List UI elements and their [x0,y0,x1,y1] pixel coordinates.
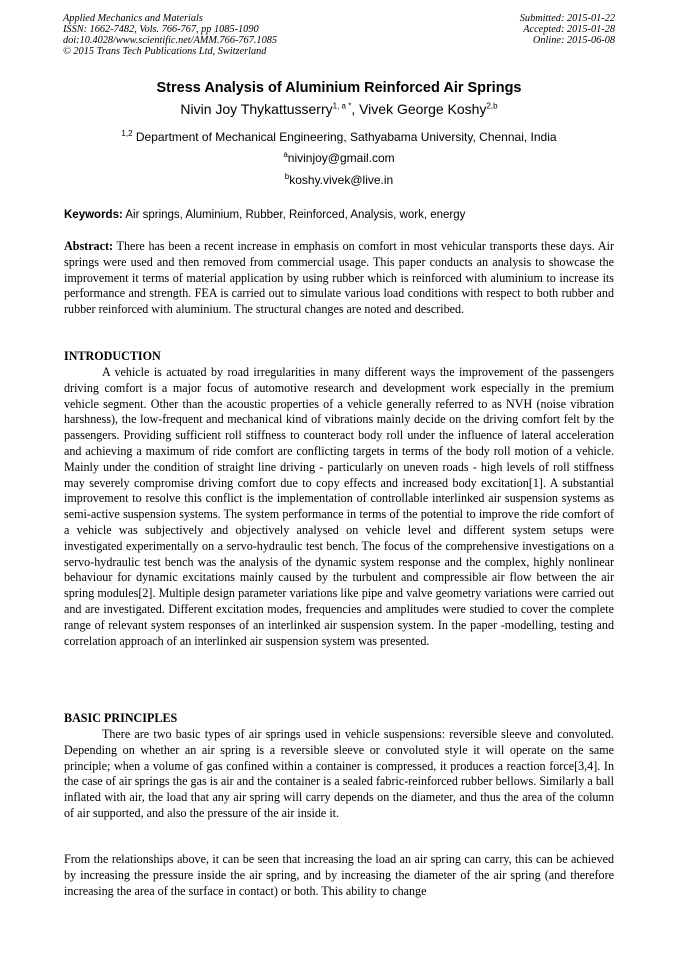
email-2-mark: b [284,172,290,181]
abstract-text: There has been a recent increase in emphasis on comfort in most vehicular transports these days. Air springs were used and then removed from commercial usage. This paper conducts an analysis to showcase the improvement it terms of material application by using rubber which is reinforced with aluminium to increase its performance and strength. FEA is carried out to simulate various load conditions with respect to both rubber and rubber reinforced with aluminium. The structural changes are noted and described. [64,239,614,317]
affiliation-text: Department of Mechanical Engineering, Sathyabama University, Chennai, India [132,130,557,144]
submission-dates [520,13,615,46]
email-1-mark: a [283,150,288,159]
keywords-text: Air springs, Aluminium, Rubber, Reinforced, Analysis, work, energy [122,209,466,221]
basic-principles-heading: BASIC PRINCIPLES [64,711,178,725]
paper-title: Stress Analysis of Aluminium Reinforced Air Springs [156,80,522,96]
basic-principles-text: There are two basic types of air springs used in vehicle suspensions: reversible sleeve and convoluted. Depending on whether an air spring is a reversible sleeve or convoluted style it will operate on the same principle; when a volume of gas confined within a container is compressed, it produces a reaction force[3,4]. In the case of air springs the gas is air and the container is a sealed fabric-reinforced rubber bellows. Similarly a ball inflated with air, the load that any air spring will carry depends on the diameter, and thus the area of the column of air supported, and also the pressure of the air inside it. [64,727,614,820]
author-1-affiliation-mark: 1, a * [332,101,352,111]
affiliation [0,130,678,144]
email-1 [0,151,678,165]
author-list [0,101,678,117]
journal-copyright: © 2015 Trans Tech Publications Ltd, Switzerland [63,46,267,57]
keywords [64,209,614,221]
abstract [64,239,614,318]
introduction-text: A vehicle is actuated by road irregularities in many different ways the improvement of the passengers driving comfort is a major focus of automotive research and development work especially in the premium vehicle segment. Other than the acoustic properties of a vehicle generally referred to as NVH (noise vibration harshness), the low-frequent and mechanical kind of vibrations mainly decide on the driving comfort felt by the passengers. Providing sufficient roll stiffness to counteract body roll under the influence of lateral acceleration and achieving a maximum of ride comfort are conflicting targets in terms of the body roll motion of a vehicle. Mainly under the condition of straight line driving - particularly on uneven roads - high levels of roll stiffness may severely compromise driving comfort due to copy effects and increased body excitation[1]. A substantial improvement to resolve this conflict is the implementation of controllable interlinked air suspension systems as semi-active suspension systems. The system performance in terms of the potential to improve the ride comfort of a vehicle was subjectively and objectively analysed on vehicle level and different system setups were investigated experimentally on a servo-hydraulic test bench. The focus of the comprehensive investigations on a servo-hydraulic test bench was the analysis of the dynamic system response and the complex, highly nonlinear behaviour for dynamic excitations mainly caused by the turbulent and compressible air flow between the air spring modules[2]. Multiple design parameter variations like pipe and valve geometry variations were carried out and are investigated. Different excitation modes, frequencies and amplitudes were studied to cover the complete range of relevant system responses of an interlinked air suspension system. In the paper -modelling, testing and correlation approach of an interlinked air suspension system was presented. [64,365,614,648]
journal-doi: doi:10.4028/www.scientific.net/AMM.766-767.1085 [63,35,278,46]
affiliation-mark: 1,2 [121,129,133,138]
keywords-label: Keywords: [64,209,123,221]
accepted-date: Accepted: 2015-01-28 [523,24,615,35]
author-2: Vivek George Koshy [359,101,487,117]
author-1: Nivin Joy Thykattusserry [180,101,333,117]
email-1-text: nivinjoy@gmail.com [287,151,395,165]
author-separator: , [351,101,360,117]
author-2-affiliation-mark: 2,b [486,101,498,111]
journal-info [63,13,277,57]
submitted-date: Submitted: 2015-01-22 [519,13,615,24]
journal-issn: ISSN: 1662-7482, Vols. 766-767, pp 1085-1090 [63,24,259,35]
abstract-label: Abstract: [64,239,114,253]
journal-name: Applied Mechanics and Materials [63,13,203,24]
final-paragraph: From the relationships above, it can be seen that increasing the load an air spring can carry, this can be achieved by increasing the pressure inside the air spring, and by increasing the diameter of the air spring (and therefore increasing the area of the surface in contact) or both. This ability to change [64,852,614,898]
online-date: Online: 2015-06-08 [532,35,615,46]
email-2-text: koshy.vivek@live.in [289,173,394,187]
email-2 [0,173,678,187]
introduction-heading: INTRODUCTION [64,349,161,363]
